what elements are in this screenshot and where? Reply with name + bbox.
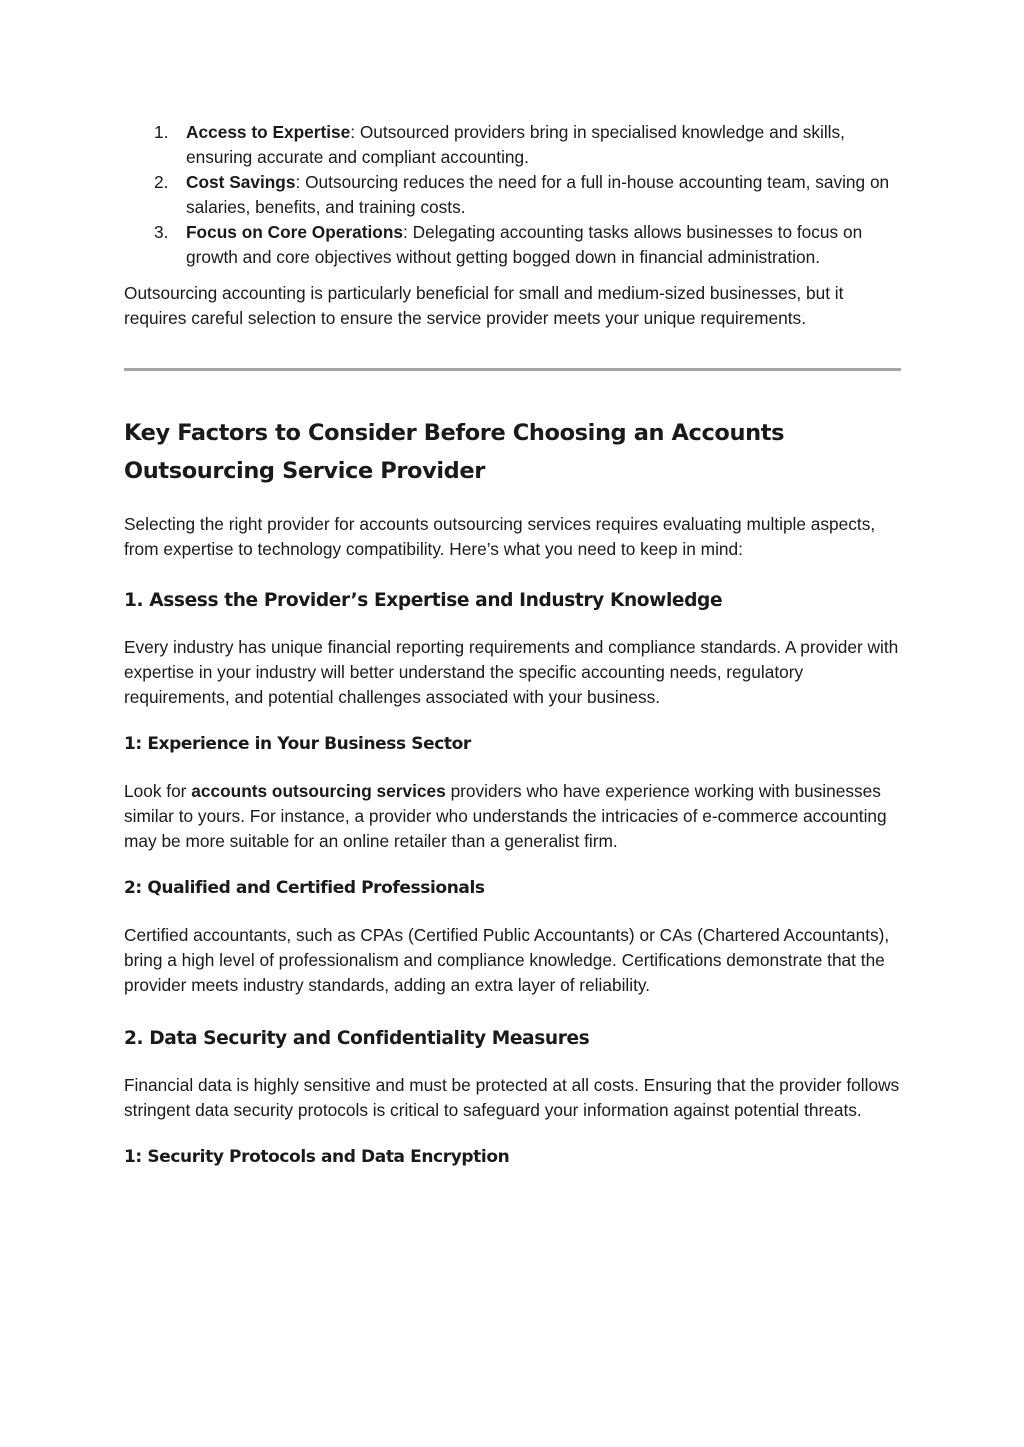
section-divider [124, 368, 901, 371]
factor-1-paragraph: Every industry has unique financial reporting requirements and compliance standards. A provider with expertise in your industry will better understand the specific accounting needs, regulatory requirements, and potential challenges associated with your business. [124, 637, 899, 707]
intro-conclusion-paragraph: Outsourcing accounting is particularly beneficial for small and medium-sized businesses, but it requires careful selection to ensure the service provider meets your unique requirements. [124, 283, 844, 328]
factor-2-sub-1-heading: 1: Security Protocols and Data Encryption [124, 1147, 510, 1167]
list-item-title: Cost Savings [186, 172, 296, 192]
list-item [124, 220, 904, 270]
document-page [124, 120, 904, 1169]
section-heading: Key Factors to Consider Before Choosing an Accounts Outsourcing Service Provider [124, 420, 785, 484]
factor-1-sub-2-paragraph: Certified accountants, such as CPAs (Certified Public Accountants) or CAs (Chartered Accountants), bring a high level of professionalism and compliance knowledge. Certifications demonstrate that the provider meets industry standards, adding an extra layer of reliability. [124, 925, 890, 995]
list-item-text: : Delegating accounting tasks allows businesses to focus on growth and core objectives without getting bogged down in financial administration. [186, 222, 863, 267]
paragraph-text: providers who have experience working with businesses similar to yours. For instance, a provider who understands the intricacies of e-commerce accounting may be more suitable for an online retailer than a generalist firm. [124, 781, 887, 851]
factor-1-sub-1-paragraph [124, 779, 904, 854]
factor-2-heading: 2. Data Security and Confidentiality Measures [124, 1028, 590, 1049]
list-item-text: : Outsourcing reduces the need for a full in-house accounting team, saving on salaries, benefits, and training costs. [186, 172, 890, 217]
list-number: 1. [154, 122, 169, 142]
factor-1-sub-2-heading: 2: Qualified and Certified Professionals [124, 878, 485, 898]
list-number: 2. [154, 172, 169, 192]
factor-1-heading: 1. Assess the Provider’s Expertise and Industry Knowledge [124, 590, 723, 611]
factor-1-sub-1-heading: 1: Experience in Your Business Sector [124, 734, 471, 754]
list-item-text: : Outsourced providers bring in specialised knowledge and skills, ensuring accurate and compliant accounting. [186, 122, 845, 167]
list-item [124, 120, 904, 170]
paragraph-text: Look for [124, 781, 192, 801]
list-number: 3. [154, 222, 169, 242]
benefits-list [124, 120, 904, 270]
list-item [124, 170, 904, 220]
factor-2-paragraph: Financial data is highly sensitive and must be protected at all costs. Ensuring that the provider follows stringent data security protocols is critical to safeguard your information against potential threats. [124, 1075, 900, 1120]
section-intro-paragraph: Selecting the right provider for accounts outsourcing services requires evaluating multiple aspects, from expertise to technology compatibility. Here’s what you need to keep in mind: [124, 514, 876, 559]
list-item-title: Access to Expertise [186, 122, 351, 142]
list-item-title: Focus on Core Operations [186, 222, 404, 242]
keyword-bold: accounts outsourcing services [191, 781, 446, 801]
